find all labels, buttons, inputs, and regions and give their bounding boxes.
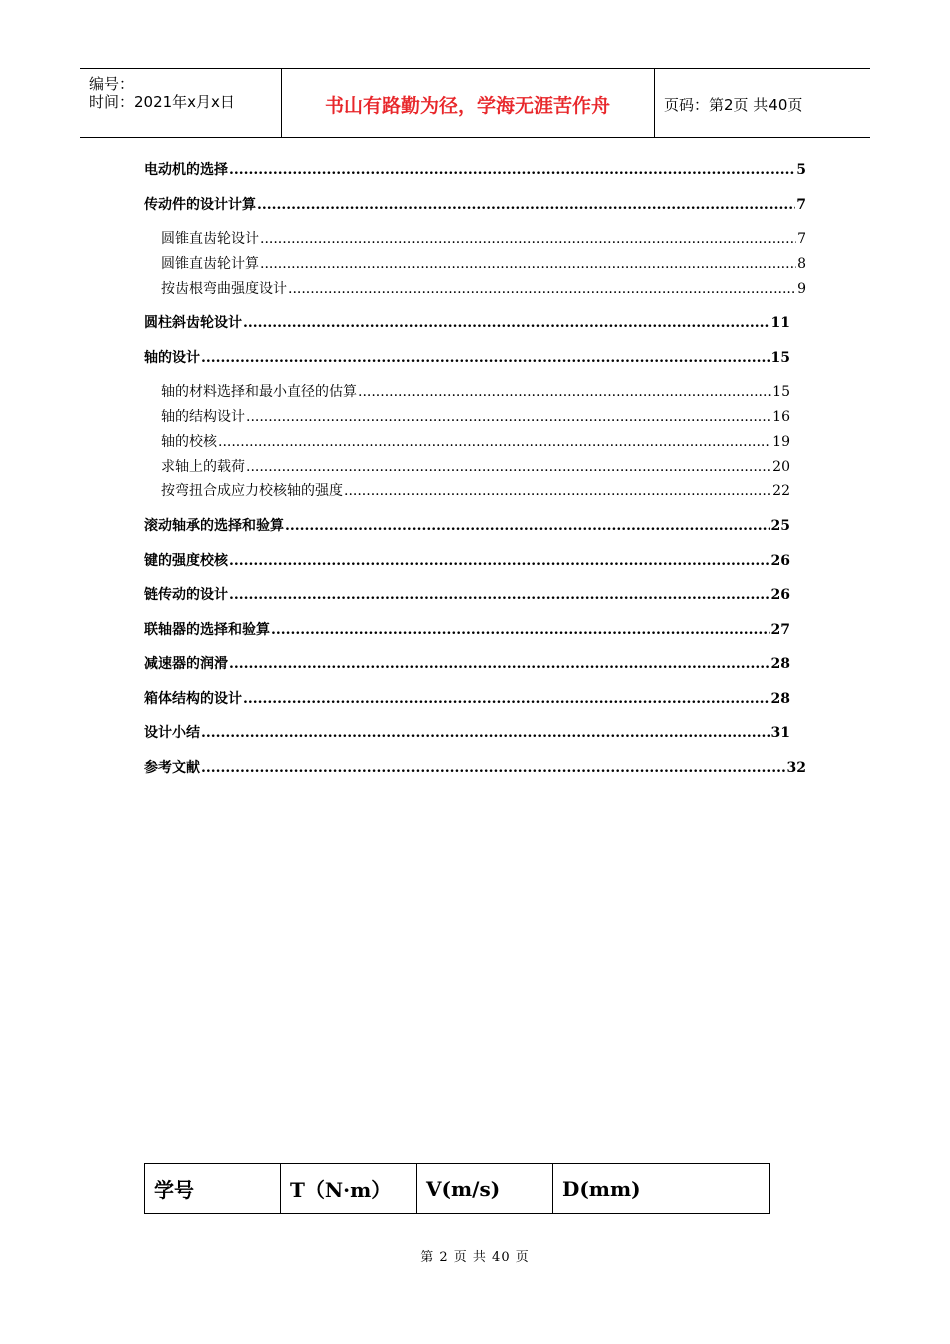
toc-entry[interactable]	[161, 380, 790, 404]
header-left-cell	[80, 69, 282, 137]
toc-entry-title: 减速器的润滑	[144, 656, 228, 672]
toc-leader-dots	[246, 405, 771, 429]
toc-entry-title: 键的强度校核	[144, 553, 228, 569]
toc-entry[interactable]	[144, 193, 806, 217]
toc-entry[interactable]	[144, 311, 790, 335]
toc-entry-page: 5	[796, 162, 806, 178]
toc-entry-page: 31	[770, 725, 790, 741]
toc-leader-dots	[201, 346, 770, 370]
toc-leader-dots	[358, 380, 771, 404]
toc-leader-dots	[246, 455, 771, 479]
toc-entry-page: 32	[786, 760, 806, 776]
toc-entry-title: 圆锥直齿轮计算	[161, 256, 259, 272]
toc-entry[interactable]	[144, 756, 806, 780]
toc-entry-page: 22	[772, 483, 790, 499]
toc-entry-page: 26	[770, 587, 790, 603]
toc-leader-dots	[288, 277, 796, 301]
toc-entry[interactable]	[144, 652, 790, 676]
toc-leader-dots	[260, 252, 796, 276]
toc-entry-page: 7	[797, 231, 806, 247]
page-info: 页码：第2页 共40页	[664, 96, 803, 114]
toc-entry-title: 轴的校核	[161, 434, 217, 450]
toc-entry-title: 轴的材料选择和最小直径的估算	[161, 384, 357, 400]
toc-leader-dots	[344, 479, 771, 503]
toc-entry-page: 25	[770, 518, 790, 534]
header-motto: 书山有路勤为径，学海无涯苦作舟	[324, 95, 610, 117]
toc-entry[interactable]	[161, 252, 806, 276]
parameter-table	[144, 1163, 770, 1214]
toc-entry-title: 链传动的设计	[144, 587, 228, 603]
toc-entry-page: 7	[796, 197, 806, 213]
page-header	[80, 68, 870, 138]
toc-leader-dots	[201, 721, 770, 745]
toc-entry-page: 11	[770, 315, 790, 331]
table-header-torque: T（N·m）	[281, 1164, 417, 1213]
table-header-diameter: D(mm)	[562, 1176, 641, 1201]
toc-entry-page: 16	[772, 409, 790, 425]
toc-leader-dots	[229, 549, 770, 573]
toc-entry[interactable]	[161, 277, 806, 301]
toc-leader-dots	[243, 311, 770, 335]
toc-entry-title: 电动机的选择	[144, 162, 228, 178]
toc-entry-title: 箱体结构的设计	[144, 691, 242, 707]
toc-entry-title: 轴的结构设计	[161, 409, 245, 425]
toc-entry[interactable]	[161, 479, 790, 503]
toc-entry[interactable]	[144, 346, 790, 370]
toc-entry[interactable]	[144, 158, 806, 182]
document-number-label: 编号：	[89, 75, 135, 93]
toc-entry[interactable]	[144, 687, 790, 711]
toc-entry-page: 15	[770, 350, 790, 366]
toc-entry-page: 26	[770, 553, 790, 569]
toc-leader-dots	[229, 583, 770, 607]
toc-entry-page: 28	[770, 691, 790, 707]
toc-leader-dots	[260, 227, 796, 251]
document-date-label: 时间：2021年x月x日	[89, 93, 235, 111]
toc-entry-title: 联轴器的选择和验算	[144, 622, 270, 638]
toc-entry-page: 28	[770, 656, 790, 672]
toc-entry-title: 传动件的设计计算	[144, 197, 256, 213]
toc-entry[interactable]	[161, 455, 790, 479]
table-header-velocity: V(m/s)	[417, 1164, 553, 1213]
toc-entry-title: 设计小结	[144, 725, 200, 741]
toc-entry[interactable]	[161, 405, 790, 429]
page-footer: 第 2 页 共 40 页	[420, 1250, 530, 1265]
header-middle-cell	[281, 69, 655, 137]
toc-leader-dots	[271, 618, 770, 642]
toc-entry-page: 8	[797, 256, 806, 272]
toc-leader-dots	[229, 652, 770, 676]
toc-entry-page: 15	[772, 384, 790, 400]
toc-leader-dots	[201, 756, 786, 780]
toc-entry[interactable]	[144, 583, 790, 607]
table-header-student-id: 学号	[145, 1164, 281, 1213]
toc-entry[interactable]	[144, 514, 790, 538]
toc-entry-page: 9	[797, 281, 806, 297]
toc-leader-dots	[285, 514, 770, 538]
toc-leader-dots	[257, 193, 795, 217]
toc-leader-dots	[243, 687, 770, 711]
toc-leader-dots	[229, 158, 795, 182]
toc-entry-title: 按弯扭合成应力校核轴的强度	[161, 483, 343, 499]
toc-leader-dots	[218, 430, 771, 454]
toc-entry[interactable]	[144, 721, 790, 745]
toc-entry-page: 19	[772, 434, 790, 450]
toc-entry-title: 求轴上的载荷	[161, 459, 245, 475]
toc-entry[interactable]	[161, 430, 790, 454]
toc-entry-title: 滚动轴承的选择和验算	[144, 518, 284, 534]
toc-entry-title: 圆柱斜齿轮设计	[144, 315, 242, 331]
toc-entry-title: 轴的设计	[144, 350, 200, 366]
toc-entry[interactable]	[144, 549, 790, 573]
header-right-cell	[655, 69, 870, 137]
toc-entry-title: 参考文献	[144, 760, 200, 776]
toc-entry[interactable]	[161, 227, 806, 251]
toc-entry-title: 按齿根弯曲强度设计	[161, 281, 287, 297]
toc-entry[interactable]	[144, 618, 790, 642]
toc-entry-title: 圆锥直齿轮设计	[161, 231, 259, 247]
toc-entry-page: 20	[772, 459, 790, 475]
toc-entry-page: 27	[770, 622, 790, 638]
